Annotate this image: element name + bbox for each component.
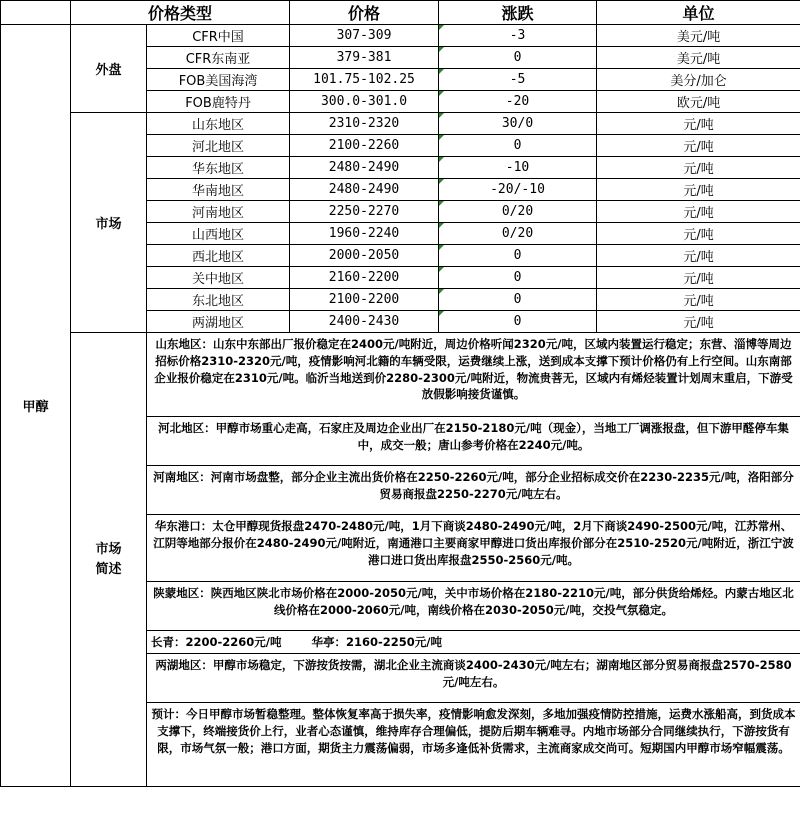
row-change: 0: [439, 135, 597, 157]
row-change: -3: [439, 25, 597, 47]
row-unit: 美分/加仑: [597, 69, 800, 91]
row-change: 0: [439, 245, 597, 267]
row-unit: 元/吨: [597, 201, 800, 223]
row-type: 华南地区: [147, 179, 290, 201]
row-change: -5: [439, 69, 597, 91]
summary-huating: 华亭：2160-2250元/吨: [311, 635, 442, 649]
row-type: 东北地区: [147, 289, 290, 311]
header-corner: [1, 1, 71, 25]
row-unit: 元/吨: [597, 113, 800, 135]
summary-prices: [147, 631, 800, 654]
header-change: 涨跌: [439, 1, 597, 25]
row-price: 2100-2200: [290, 289, 439, 311]
row-type: 两湖地区: [147, 311, 290, 333]
row-change: 0: [439, 311, 597, 333]
row-change: -20: [439, 91, 597, 113]
product-name: 甲醇: [1, 25, 71, 787]
row-type: 山东地区: [147, 113, 290, 135]
summary-changqing: 长青：2200-2260元/吨: [151, 635, 282, 649]
row-price: 307-309: [290, 25, 439, 47]
summary-forecast: 预计：今日甲醇市场暂稳整理。整体恢复率高于损失率，疫情影响愈发深刻，多地加强疫情防控措施，运费水涨船高，到货成本支撑下，终端接货价上行，业者心态谨慎，维持库存合理偏低，提防后期车辆难寻。内地市场部分合同继续执行，下游按货有限，市场气氛一般；港口方面，期货主力震荡偏弱，市场多逢低补货需求，主流商家成交尚可。短期国内甲醇市场窄幅震荡。: [151, 707, 796, 755]
row-unit: 美元/吨: [597, 47, 800, 69]
row-change: 30/0: [439, 113, 597, 135]
row-price: 2000-2050: [290, 245, 439, 267]
row-price: 101.75-102.25: [290, 69, 439, 91]
summary-shandong: 山东地区：山东中东部出厂报价稳定在2400元/吨附近，周边价格听闻2320元/吨，区域内装置运行稳定；东营、淄博等周边招标价格2310-2320元/吨，疫情影响河北籍的车辆受限，运费继续上涨，送到成本支撑下预计价格仍有上行空间。山东南部企业报价稳定在2310元/吨。临沂当地送到价2280-2300元/吨附近，物流贵菩无，区域内有烯烃装置计划周末重启，下游受放假影响接货谨慎。: [147, 333, 800, 417]
row-unit: 元/吨: [597, 311, 800, 333]
row-type: CFR东南亚: [147, 47, 290, 69]
summary-henan: 河南地区：河南市场盘整，部分企业主流出货价格在2250-2260元/吨，部分企业招标成交价在2230-2235元/吨，洛阳部分贸易商报盘2250-2270元/吨左右。: [147, 466, 800, 515]
summary-lianghu: 两湖地区：甲醇市场稳定，下游按货按需，湖北企业主流商谈2400-2430元/吨左右；湖南地区部分贸易商报盘2570-2580元/吨左右。: [147, 654, 800, 703]
row-unit: 元/吨: [597, 267, 800, 289]
row-price: 2160-2200: [290, 267, 439, 289]
header-row: [1, 1, 800, 25]
row-change: -10: [439, 157, 597, 179]
row-price: 2310-2320: [290, 113, 439, 135]
row-unit: 元/吨: [597, 245, 800, 267]
row-price: 2400-2430: [290, 311, 439, 333]
row-change: 0: [439, 267, 597, 289]
group-outer: 外盘: [71, 25, 147, 113]
row-type: 西北地区: [147, 245, 290, 267]
row-change: -20/-10: [439, 179, 597, 201]
row-price: 379-381: [290, 47, 439, 69]
row-change: 0/20: [439, 223, 597, 245]
row-unit: 元/吨: [597, 135, 800, 157]
row-unit: 美元/吨: [597, 25, 800, 47]
row-type: 关中地区: [147, 267, 290, 289]
row-type: FOB美国海湾: [147, 69, 290, 91]
row-price: 2100-2260: [290, 135, 439, 157]
summary-shaanmeng: 陕蒙地区：陕西地区陕北市场价格在2000-2050元/吨，关中市场价格在2180-2210元/吨，部分供货给烯烃。内蒙古地区北线价格在2000-2060元/吨，南线价格在2030-2050元/吨，交投气氛稳定。: [147, 582, 800, 631]
row-type: FOB鹿特丹: [147, 91, 290, 113]
row-type: 山西地区: [147, 223, 290, 245]
group-summary: [71, 333, 147, 787]
row-type: 河北地区: [147, 135, 290, 157]
header-unit: 单位: [597, 1, 800, 25]
row-price: 2480-2490: [290, 179, 439, 201]
summary-content: [147, 333, 800, 787]
row-unit: 元/吨: [597, 289, 800, 311]
group-summary-label: 市场简述: [95, 541, 122, 577]
row-change: 0: [439, 289, 597, 311]
summary-huadong: 华东港口：太仓甲醇现货报盘2470-2480元/吨，1月下商谈2480-2490元/吨，2月下商谈2490-2500元/吨，江苏常州、江阴等地部分报价在2480-2490元/吨附近，南通港口主要商家甲醇进口货出库报价部分在2510-2520元/吨附近，浙江宁波港口进口货出库报盘2550-2560元/吨。: [147, 515, 800, 582]
row-price: 1960-2240: [290, 223, 439, 245]
row-price: 2480-2490: [290, 157, 439, 179]
row-type: CFR中国: [147, 25, 290, 47]
row-price: 2250-2270: [290, 201, 439, 223]
row-price: 300.0-301.0: [290, 91, 439, 113]
group-market: 市场: [71, 113, 147, 333]
row-change: 0: [439, 47, 597, 69]
row-type: 华东地区: [147, 157, 290, 179]
row-change: 0/20: [439, 201, 597, 223]
table-row: [1, 113, 800, 135]
row-unit: 元/吨: [597, 179, 800, 201]
summary-hebei: 河北地区：甲醇市场重心走高，石家庄及周边企业出厂在2150-2180元/吨（现金），当地工厂调涨报盘，但下游甲醛停车集中，成交一般；唐山参考价格在2240元/吨。: [147, 417, 800, 466]
header-price: 价格: [290, 1, 439, 25]
row-unit: 欧元/吨: [597, 91, 800, 113]
row-type: 河南地区: [147, 201, 290, 223]
header-price-type: 价格类型: [71, 1, 290, 25]
row-unit: 元/吨: [597, 157, 800, 179]
summary-row: [1, 333, 800, 787]
row-unit: 元/吨: [597, 223, 800, 245]
table-row: [1, 25, 800, 47]
